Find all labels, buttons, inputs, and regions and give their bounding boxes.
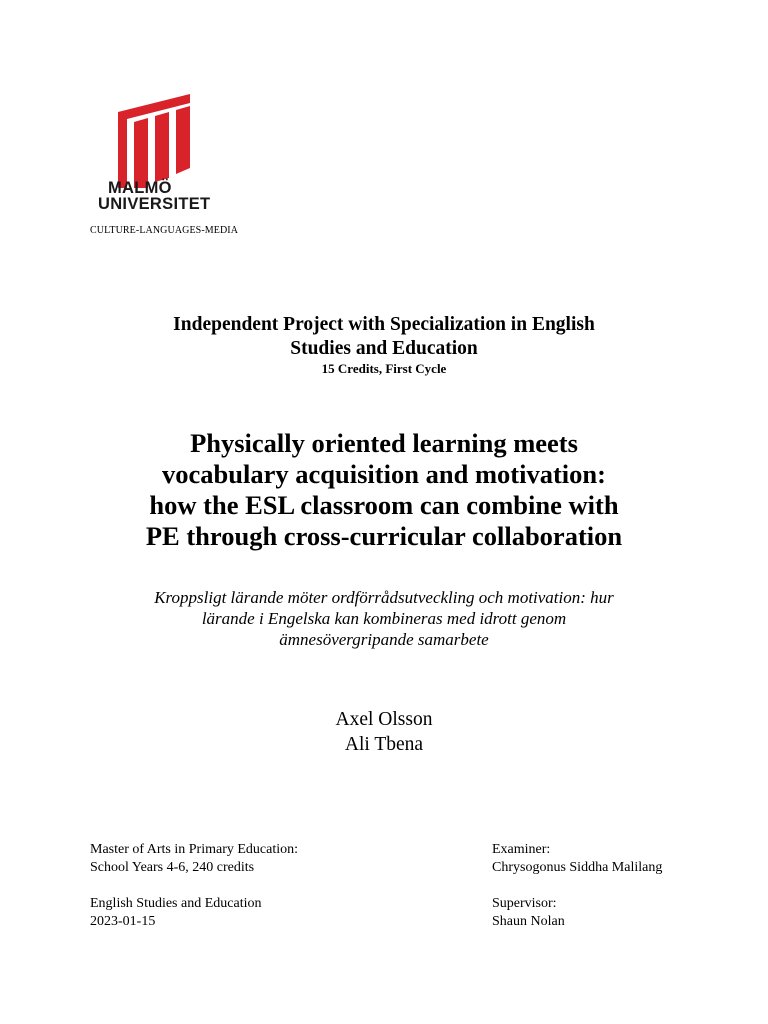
date-label: 2023-01-15 [90,914,156,929]
swedish-title-line: ämnesövergripande samarbete [279,630,489,649]
examiner-name: Chrysogonus Siddha Malilang [492,860,663,875]
supervisor-label: Supervisor: [492,896,557,911]
author-name: Axel Olsson [335,709,433,730]
logo-wordmark [98,180,210,212]
program-line: School Years 4-6, 240 credits [90,860,255,875]
author-name: Ali Tbena [344,734,424,755]
swedish-title [84,587,684,650]
malmo-university-logo-icon [118,94,190,188]
thesis-title-line: how the ESL classroom can combine with [149,490,619,520]
logo-line-malmo: MALMÖ [108,179,172,197]
swedish-title-line: Kroppsligt lärande möter ordförrådsutveckling och motivation: hur [154,588,614,607]
supervisor-name: Shaun Nolan [492,914,565,929]
logo-line-universitet: UNIVERSITET [98,195,211,213]
thesis-title-line: Physically oriented learning meets [190,428,578,458]
subject-label: English Studies and Education [90,896,262,911]
project-title-line: Studies and Education [290,338,478,359]
project-title [84,313,684,361]
department-label: CULTURE-LANGUAGES-MEDIA [90,225,239,236]
thesis-title-line: vocabulary acquisition and motivation: [162,459,606,489]
program-info [90,841,298,931]
credits-label: 15 Credits, First Cycle [321,361,447,376]
author-list [84,707,684,757]
thesis-title-line: PE through cross-curricular collaboration [145,521,623,551]
program-line: Master of Arts in Primary Education: [90,842,299,857]
examiner-info [492,841,662,931]
thesis-title [84,428,684,552]
examiner-label: Examiner: [492,842,551,857]
swedish-title-line: lärande i Engelska kan kombineras med idrott genom [201,609,567,628]
project-title-line: Independent Project with Specialization in English [173,314,595,335]
